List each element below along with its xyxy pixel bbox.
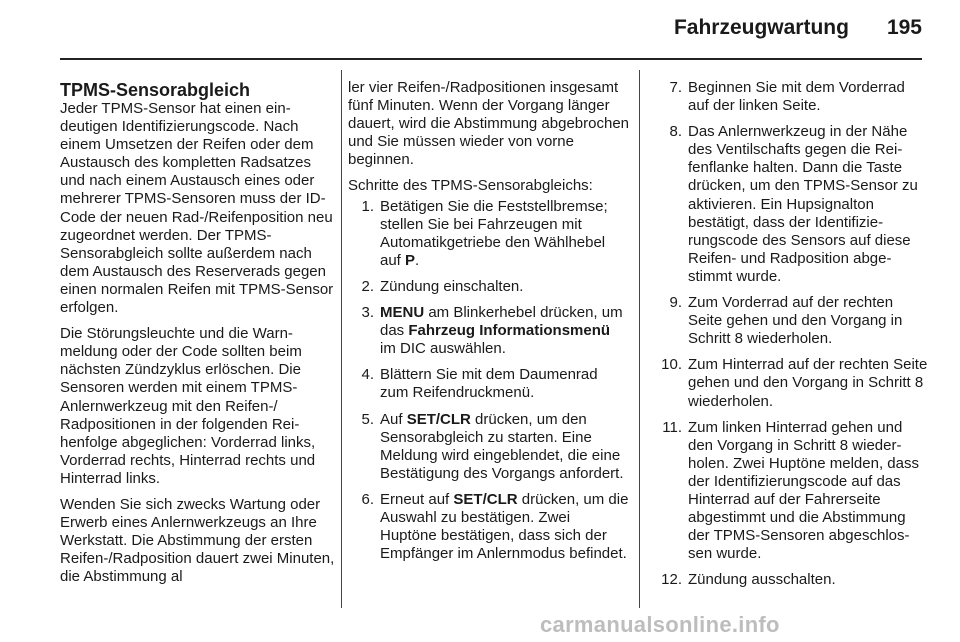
list-item	[646, 571, 928, 589]
list-item	[348, 278, 630, 296]
step-text: Erneut auf SET/CLR drücken, um die Auswahl zu bestätigen. Zwei Huptöne bestätigen, dass sich der Empfänger im Anlernmodus befindet.	[380, 490, 629, 563]
list-item	[348, 304, 630, 358]
header-title: Fahrzeugwartung	[673, 16, 849, 39]
list-item	[348, 491, 630, 563]
step-text: MENU am Blinkerhebel drücken, um das Fahrzeug Informationsmenü im DIC auswählen.	[380, 304, 623, 358]
section-heading: TPMS-Sensorabgleich	[60, 80, 251, 100]
list-item	[348, 366, 630, 402]
list-item	[646, 294, 928, 348]
paragraph-1: Jeder TPMS-Sensor hat einen eindeutigen Identifizierungscode. Nach einem Umsetzen der Reifen oder dem Austausch des kompletten Radsatzes und nach einem Austausch eines oder mehrerer TPMS-Sensoren muss der ID-Code der neuen Rad-/Reifenposition neu zugeordnet werden. Der TPMS-Sensorabgleich sollte außerdem nach dem Austausch des Reserverads gegen einen normalen Reifen mit TPMS-Sensor erfolgen.	[60, 100, 334, 317]
header-rule	[60, 58, 922, 60]
step-text: Zündung ausschalten.	[688, 571, 836, 589]
column-3	[646, 79, 928, 597]
steps-title: Schritte des TPMS-Sensorabgleichs:	[348, 177, 593, 195]
paragraph-2: Die Störungsleuchte und die Warnmeldung oder der Code sollten beim nächsten Zündzyklus erlöschen. Die Sensoren werden mit einem TPMS-Anlernwerkzeug mit den Reifen-/ Radpositionen in der folgenden Reihenfolge abgeglichen: Vorderrad links, Vorderrad rechts, Hinterrad rechts und Hinterrad links.	[60, 325, 316, 487]
steps-list-1	[348, 198, 630, 564]
step-text: Blättern Sie mit dem Daumenrad zum Reifendruckmenü.	[380, 366, 598, 402]
step-number: 4.	[361, 366, 374, 384]
step-text: Zündung einschalten.	[380, 277, 524, 295]
step-text: Das Anlernwerkzeug in der Nähe des Ventilschafts gegen die Reifenflanke halten. Dann die Taste drücken, um den TPMS-Sensor zu aktivieren. Ein Hupsignalton bestätigt, dass der Identifizierungscode des Sensors auf diese Reifen- und Radposition abgestimmt wurde.	[688, 123, 918, 285]
list-item	[646, 419, 928, 564]
watermark: carmanualsonline.info	[540, 612, 780, 637]
step-number: 9.	[669, 294, 682, 312]
steps-list-2	[646, 79, 928, 589]
step-number: 1.	[361, 197, 374, 215]
page-number: 195	[886, 16, 922, 39]
step-number: 2.	[361, 277, 374, 295]
step-text: Zum Hinterrad auf der rechten Seite gehen und den Vorgang in Schritt 8 wiederholen.	[688, 356, 928, 410]
step-text: Auf SET/CLR drücken, um den Sensorabgleich zu starten. Eine Meldung wird eingeblendet, die eine Bestätigung des Vorgangs anfordert.	[380, 410, 624, 482]
step-number: 5.	[361, 410, 374, 428]
column-divider-2	[639, 70, 640, 608]
column-2	[348, 79, 630, 571]
step-number: 3.	[361, 304, 374, 322]
page-header	[674, 16, 922, 40]
paragraph-3: Wenden Sie sich zwecks Wartung oder Erwerb eines Anlernwerkzeugs an Ihre Werkstatt. Die Abstimmung der ersten Reifen-/Radposition dauert zwei Minuten, die Abstimmung al	[60, 495, 335, 586]
step-text: Zum Vorderrad auf der rechten Seite gehen und den Vorgang in Schritt 8 wiederholen.	[688, 294, 903, 348]
step-text: Zum linken Hinterrad gehen und den Vorgang in Schritt 8 wiederholen. Zwei Huptöne melden, dass der Identifizierungscode auf das Hinterrad auf der Fahrerseite abgestimmt und die Abstimmung der TPMS-Sensoren abgeschlossen wurde.	[688, 418, 919, 563]
step-text: Beginnen Sie mit dem Vorderrad auf der linken Seite.	[688, 79, 905, 115]
step-number: 12.	[661, 571, 682, 589]
step-number: 11.	[662, 418, 682, 436]
list-item	[348, 198, 630, 270]
list-item	[646, 123, 928, 286]
step-number: 10.	[661, 356, 682, 374]
list-item	[348, 411, 630, 483]
column-divider-1	[341, 70, 342, 608]
column-1	[60, 80, 336, 594]
step-number: 8.	[669, 123, 682, 141]
step-number: 7.	[669, 79, 682, 96]
list-item	[646, 356, 928, 410]
paragraph-continued: ler vier Reifen-/Radpositionen insgesamt fünf Minuten. Wenn der Vorgang länger dauert, wird die Abstimmung abgebrochen und Sie müssen wieder von vorne beginnen.	[348, 79, 630, 169]
list-item	[646, 79, 928, 115]
step-text: Betätigen Sie die Feststellbremse; stellen Sie bei Fahrzeugen mit Automatikgetriebe den Wählhebel auf P.	[380, 197, 608, 269]
step-number: 6.	[361, 490, 374, 508]
